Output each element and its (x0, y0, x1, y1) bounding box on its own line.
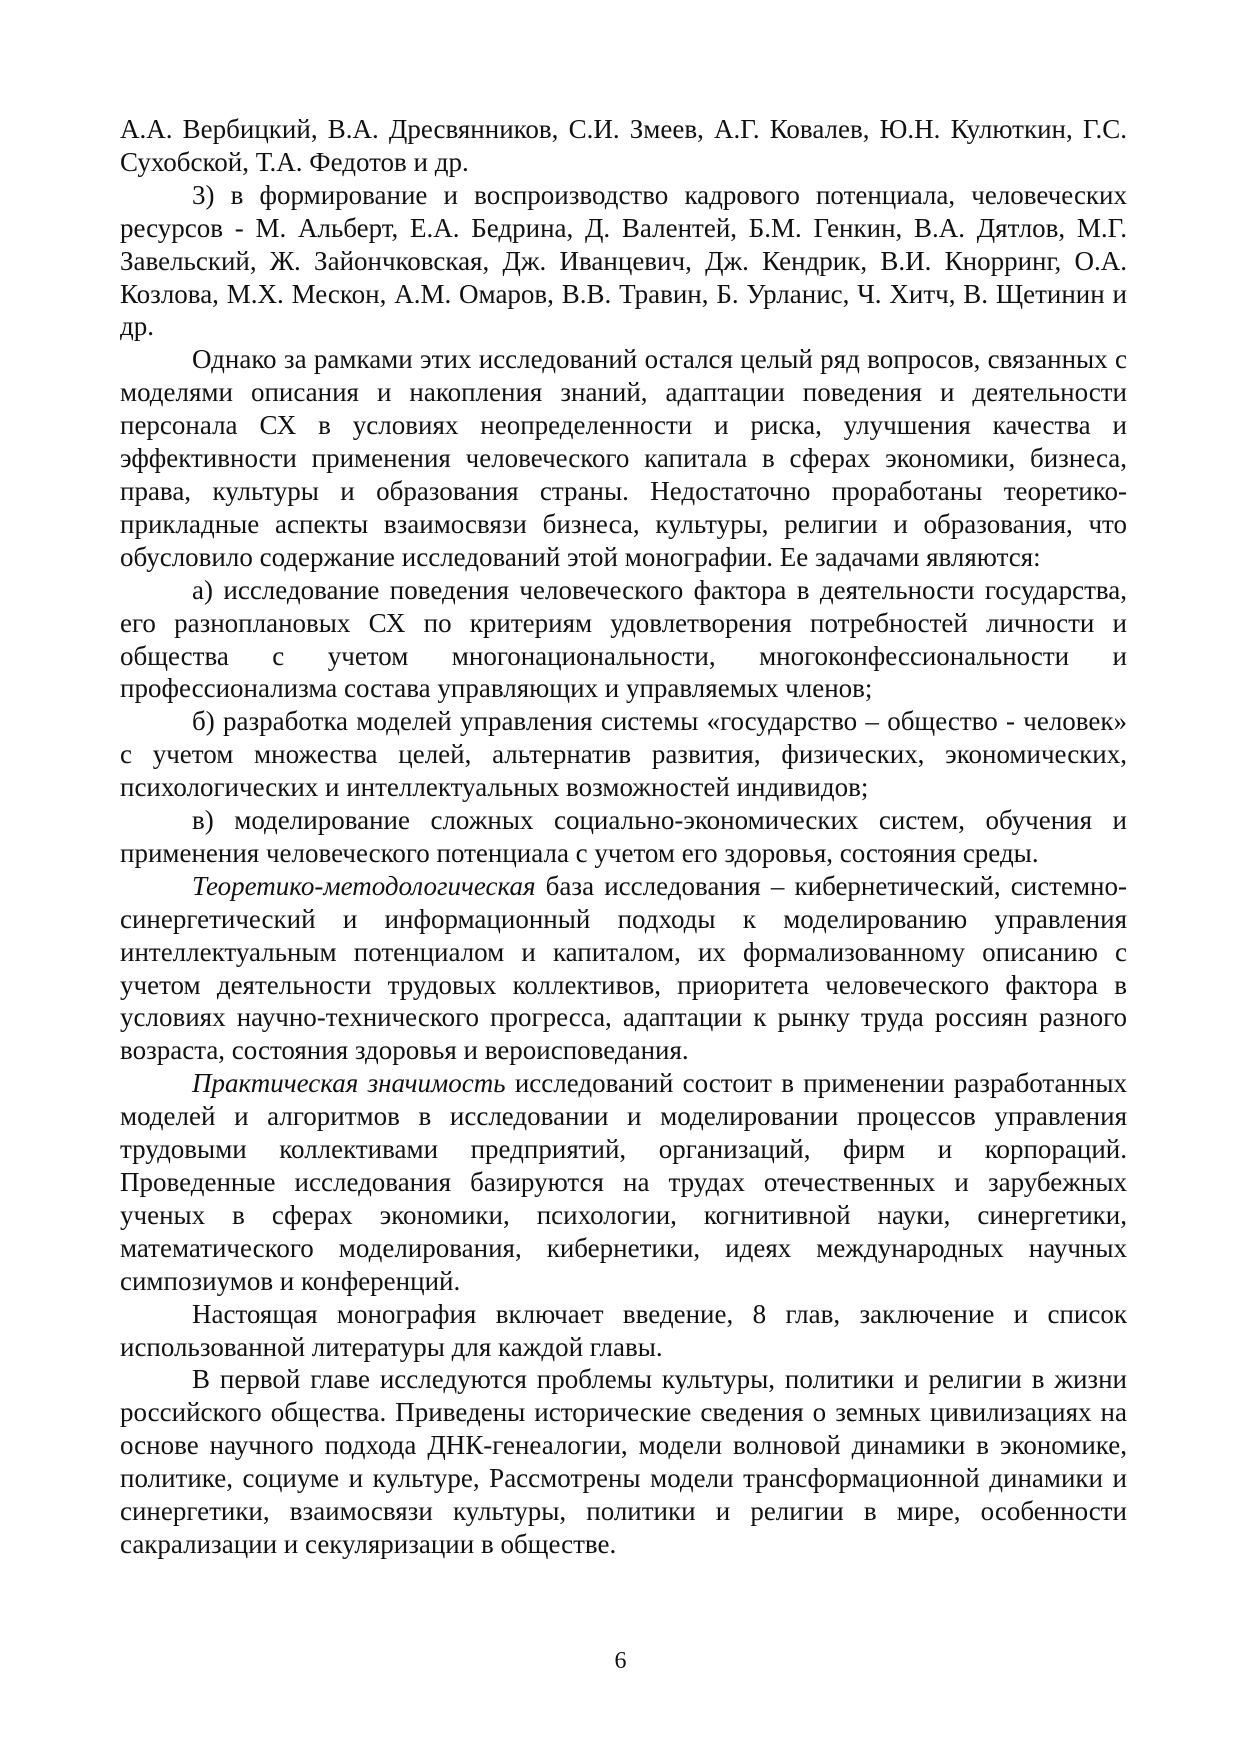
practical-heading-italic: Практическая значимость (192, 1068, 506, 1099)
paragraph-task-c: в) моделирование сложных социально-экономических систем, обучения и применения человеческого потенциала с учетом его здоровья, состояния среды. (120, 805, 1127, 868)
methodology-heading-italic: Теоретико-методологическая (192, 870, 536, 901)
paragraph-chapter-one: В первой главе исследуются проблемы культуры, политики и религии в жизни российского общества. Приведены исторические сведения о земных цивилизациях на основе научного подхода ДНК-генеалогии, модели волновой динамики в экономике, политике, социуме и культуре, Рассмотрены модели трансформационной динамики и синергетики, взаимосвязи культуры, политики и религии в мире, особенности сакрализации и секуляризации в обществе. (120, 1364, 1127, 1559)
practical-text: исследований состоит в применении разработанных моделей и алгоритмов в исследовании и моделировании процессов управления трудовыми коллективами предприятий, организаций, фирм и корпораций. Проведенные исследования базируются на трудах отечественных и зарубежных ученых в сферах экономики, психологии, когнитивной науки, синергетики, математического моделирования, кибернетики, идеях международных научных симпозиумов и конференций. (120, 1068, 1127, 1296)
page-number: 6 (614, 1648, 627, 1674)
paragraph-item-3: 3) в формирование и воспроизводство кадрового потенциала, человеческих ресурсов - М. Альберт, Е.А. Бедрина, Д. Валентей, Б.М. Генкин, В.А. Дятлов, М.Г. Завельский, Ж. Зайончковская, Дж. Иванцевич, Дж. Кендрик, В.И. Кнорринг, О.А. Козлова, М.Х. Мескон, А.М. Омаров, В.В. Травин, Б. Урланис, Ч. Хитч, В. Щетинин и др. (120, 179, 1127, 342)
paragraph-task-b: б) разработка моделей управления системы «государство – общество - человек» с учетом множества целей, альтернатив развития, физических, экономических, психологических и интеллектуальных возможностей индивидов; (120, 706, 1127, 803)
paragraph-research-gaps: Однако за рамками этих исследований остался целый ряд вопросов, связанных с моделями описания и накопления знаний, адаптации поведения и деятельности персонала СХ в условиях неопределенности и риска, улучшения качества и эффективности применения человеческого капитала в сферах экономики, бизнеса, права, культуры и образования страны. Недостаточно проработаны теоретико-прикладные аспекты взаимосвязи бизнеса, культуры, религии и образования, что обусловило содержание исследований этой монографии. Ее задачами являются: (120, 344, 1127, 572)
body-text (120, 113, 1127, 1561)
paragraph-practical-significance (120, 1067, 1127, 1297)
paragraph-methodology (120, 870, 1127, 1067)
paragraph-structure: Настоящая монография включает введение, 8 глав, заключение и список использованной литературы для каждой главы. (120, 1298, 1127, 1362)
paragraph-authors-continued: А.А. Вербицкий, В.А. Дресвянников, С.И. Змеев, А.Г. Ковалев, Ю.Н. Кулюткин, Г.С. Сухобской, Т.А. Федотов и др. (120, 114, 1127, 177)
paragraph-task-a: а) исследование поведения человеческого фактора в деятельности государства, его разноплановых СХ по критериям удовлетворения потребностей личности и общества с учетом многонациональности, многоконфессиональности и профессионализма состава управляющих и управляемых членов; (120, 574, 1127, 704)
methodology-text: база исследования – кибернетический, системно-синергетический и информационный подходы к моделированию управления интеллектуальным потенциалом и капиталом, их формализованному описанию с учетом деятельности трудовых коллективов, приоритета человеческого фактора в условиях научно-технического прогресса, адаптации к рынку труда россиян разного возраста, состояния здоровья и вероисповедания. (120, 870, 1127, 1066)
